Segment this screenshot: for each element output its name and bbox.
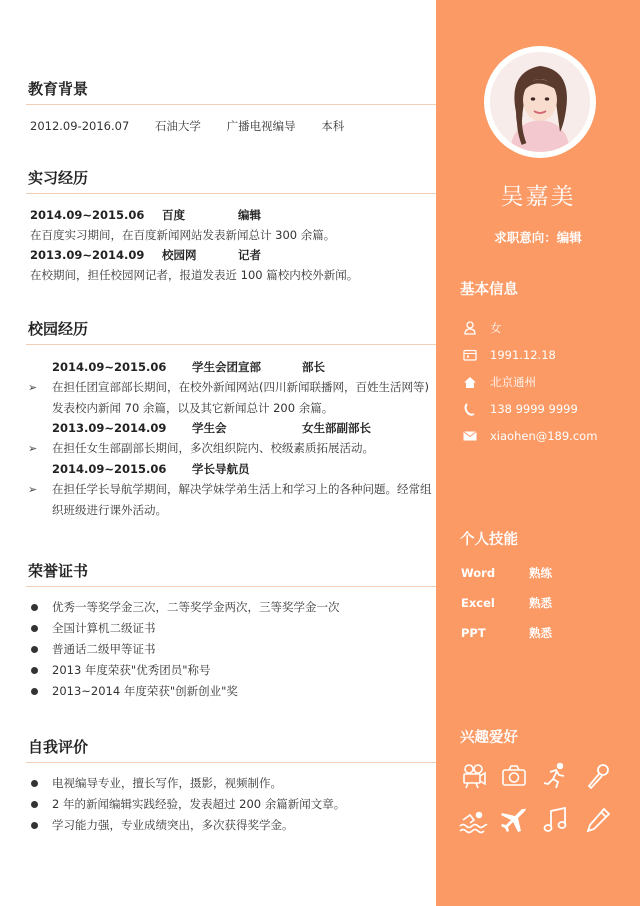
list-item: 普通话二级甲等证书	[28, 639, 436, 660]
hobbies-title: 兴趣爱好	[460, 730, 518, 746]
internship-header	[30, 245, 436, 265]
divider	[26, 104, 436, 105]
education-row	[28, 116, 436, 136]
bullet-dot-icon	[31, 625, 38, 632]
avatar-photo	[490, 52, 590, 152]
bullet-dot-icon	[31, 604, 38, 611]
divider	[26, 193, 436, 194]
divider	[26, 344, 436, 345]
list-item: 优秀一等奖学金三次，二等奖学金两次，三等奖学金一次	[28, 597, 436, 618]
info-gender: 女	[462, 318, 502, 338]
internship-title: 实习经历	[28, 169, 89, 187]
bullet-dot-icon	[31, 688, 38, 695]
avatar	[484, 46, 596, 158]
list-item: 学习能力强，专业成绩突出，多次获得奖学金。	[28, 815, 436, 836]
divider	[26, 586, 436, 587]
list-item: 电视编导专业，擅长写作，摄影，视频制作。	[28, 773, 436, 794]
campus-desc: ➢ 在担任团宣部部长期间，在校外新闻网站(四川新闻联播网，百姓生活网等)	[28, 377, 436, 398]
microphone-icon	[584, 762, 614, 792]
education-title: 教育背景	[28, 80, 89, 98]
campus-section	[28, 318, 436, 520]
campus-period: 2013.09~2014.09	[52, 421, 167, 435]
education-degree: 本科	[321, 119, 345, 133]
internship-company: 百度	[162, 208, 185, 222]
campus-role: 部长	[302, 360, 325, 374]
skill-name: PPT	[461, 626, 486, 640]
campus-period: 2014.09~2015.06	[52, 360, 167, 374]
education-school: 石油大学	[154, 119, 201, 133]
education-period: 2012.09-2016.07	[30, 119, 130, 133]
film-camera-icon	[460, 762, 490, 792]
pencil-icon	[584, 806, 614, 836]
campus-role: 女生部副部长	[302, 421, 371, 435]
swimming-icon	[458, 806, 488, 836]
info-email: xiaohen@189.com	[462, 426, 597, 446]
music-note-icon	[542, 806, 572, 836]
honors-section	[28, 560, 436, 702]
info-phone: 138 9999 9999	[462, 399, 578, 419]
skills-title: 个人技能	[460, 532, 518, 548]
campus-desc-cont: 织班级进行课外活动。	[52, 503, 167, 517]
internship-desc: 在百度实习期间，在百度新闻网站发表新闻总计 300 余篇。	[30, 228, 336, 242]
list-item: 2 年的新闻编辑实践经验，发表超过 200 余篇新闻文章。	[28, 794, 436, 815]
camera-icon	[500, 762, 530, 792]
skill-level: 熟悉	[529, 596, 552, 610]
calendar-icon	[462, 347, 478, 363]
skill-level: 熟悉	[529, 626, 552, 640]
profile-name: 吴嘉美	[500, 184, 576, 210]
self-eval-title: 自我评价	[28, 738, 89, 756]
sidebar	[436, 0, 640, 906]
running-icon	[542, 762, 572, 792]
basic-info-title: 基本信息	[460, 282, 518, 298]
home-icon	[462, 374, 478, 390]
skill-row	[461, 625, 552, 641]
skill-row	[461, 595, 552, 611]
skill-level: 熟练	[529, 566, 552, 580]
campus-desc: ➢ 在担任女生部副部长期间，多次组织院内、校级素质拓展活动。	[28, 438, 436, 459]
campus-header	[28, 357, 436, 377]
education-section	[28, 78, 436, 136]
campus-period: 2014.09~2015.06	[52, 462, 167, 476]
campus-header	[28, 459, 436, 479]
bullet-dot-icon	[31, 646, 38, 653]
job-intent: 求职意向：编辑	[494, 230, 582, 245]
list-item: 全国计算机二级证书	[28, 618, 436, 639]
list-item: 2013 年度荣获"优秀团员"称号	[28, 660, 436, 681]
education-major: 广播电视编导	[226, 119, 296, 133]
arrow-bullet-icon: ➢	[28, 442, 38, 455]
internship-company: 校园网	[162, 248, 197, 262]
internship-role: 记者	[238, 248, 261, 262]
arrow-bullet-icon: ➢	[28, 483, 38, 496]
campus-org: 学生会团宣部	[192, 360, 261, 374]
internship-header	[30, 205, 436, 225]
skill-row	[461, 565, 552, 581]
internship-period: 2014.09~2015.06	[30, 208, 145, 222]
person-icon	[462, 320, 478, 336]
skill-name: Word	[461, 566, 496, 580]
campus-desc: ➢ 在担任学长导航学期间，解决学妹学弟生活上和学习上的各种问题。经常组	[28, 479, 436, 500]
arrow-bullet-icon: ➢	[28, 381, 38, 394]
info-location: 北京通州	[462, 372, 536, 392]
honors-title: 荣誉证书	[28, 562, 89, 580]
campus-org: 学长导航员	[192, 462, 250, 476]
campus-header	[28, 418, 436, 438]
info-birthday: 1991.12.18	[462, 345, 556, 365]
skill-name: Excel	[461, 596, 495, 610]
bullet-dot-icon	[31, 801, 38, 808]
bullet-dot-icon	[31, 667, 38, 674]
email-icon	[462, 428, 478, 444]
internship-role: 编辑	[238, 208, 261, 222]
internship-period: 2013.09~2014.09	[30, 248, 145, 262]
phone-icon	[462, 401, 478, 417]
bullet-dot-icon	[31, 780, 38, 787]
airplane-icon	[500, 806, 530, 836]
divider	[26, 762, 436, 763]
self-eval-section	[28, 736, 436, 836]
internship-desc: 在校期间，担任校园网记者，报道发表近 100 篇校内校外新闻。	[30, 268, 359, 282]
campus-org: 学生会	[192, 421, 227, 435]
bullet-dot-icon	[31, 822, 38, 829]
internship-section	[28, 167, 436, 285]
campus-title: 校园经历	[28, 320, 89, 338]
campus-desc-cont: 发表校内新闻 70 余篇，以及其它新闻总计 200 余篇。	[52, 401, 334, 415]
list-item: 2013~2014 年度荣获"创新创业"奖	[28, 681, 436, 702]
